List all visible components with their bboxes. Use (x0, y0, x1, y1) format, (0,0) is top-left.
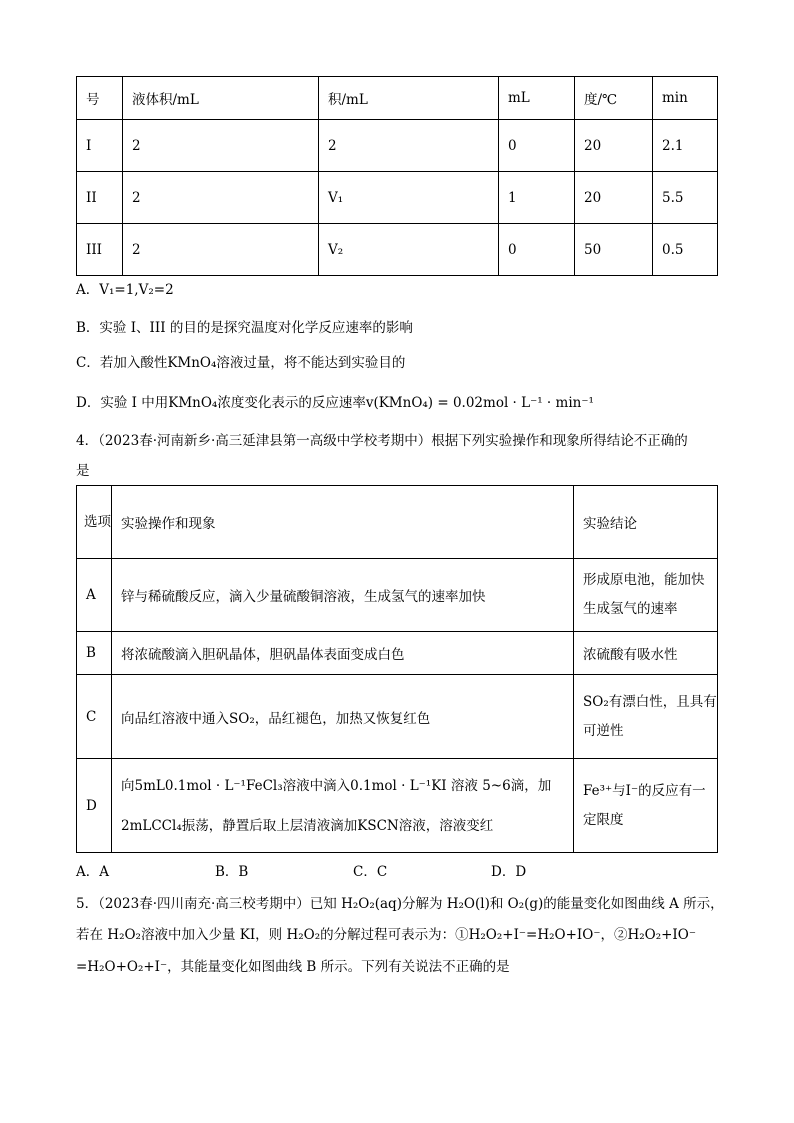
option-cell: D (77, 759, 112, 853)
operation-line: 2mLCCl₄振荡，静置后取上层清液滴加KSCN溶液，溶液变红 (121, 817, 494, 834)
table-cell: 20 (575, 172, 653, 224)
operation-cell: 向品红溶液中通入SO₂，品红褪色，加热又恢复红色 (112, 675, 574, 759)
option-cell: B (77, 632, 112, 675)
question-4-stem: 4．（2023春·河南新乡·高三延津县第一高级中学校考期中）根据下列实验操作和现象所得结论不正确的 (76, 433, 688, 449)
table-cell: V₁ (319, 172, 499, 224)
question-5-line-3: =H₂O+O₂+I⁻，其能量变化如图曲线 B 所示。下列有关说法不正确的是 (76, 959, 510, 975)
conclusion-cell: Fe³⁺与I⁻的反应有一定限度 (574, 759, 718, 853)
conclusion-cell: 形成原电池，能加快生成氢气的速率 (574, 559, 718, 632)
header-cell: 选项 (77, 486, 112, 559)
table-row (77, 759, 718, 853)
table-cell: 50 (575, 224, 653, 276)
table-cell: I (77, 120, 123, 172)
table-cell: 2 (319, 120, 499, 172)
operation-cell: 将浓硫酸滴入胆矾晶体，胆矾晶体表面变成白色 (112, 632, 574, 675)
table-cell: 0 (499, 120, 575, 172)
table-cell: 2 (123, 120, 319, 172)
table-row (77, 224, 718, 276)
experiment-table (76, 76, 718, 276)
choice-c: C．C (353, 864, 388, 880)
header-cell: 实验结论 (574, 486, 718, 559)
operation-cell: 锌与稀硫酸反应，滴入少量硫酸铜溶液，生成氢气的速率加快 (112, 559, 574, 632)
table-cell: 5.5 (653, 172, 718, 224)
table-cell: 2.1 (653, 120, 718, 172)
table-cell: III (77, 224, 123, 276)
operation-line: 向5mL0.1mol · L⁻¹FeCl₃溶液中滴入0.1mol · L⁻¹KI 溶液 5~6滴，加 (121, 777, 552, 794)
choice-b: B．B (215, 864, 249, 880)
table-cell: 0 (499, 224, 575, 276)
conclusion-cell: 浓硫酸有吸水性 (574, 632, 718, 675)
choice-d: D．D (491, 864, 527, 880)
header-cell: 实验操作和现象 (112, 486, 574, 559)
table-row (77, 632, 718, 675)
option-c: C．若加入酸性KMnO₄溶液过量，将不能达到实验目的 (76, 355, 406, 371)
option-b: B．实验 I、III 的目的是探究温度对化学反应速率的影响 (76, 320, 413, 336)
table-header-row (77, 486, 718, 559)
option-d: D．实验 I 中用KMnO₄浓度变化表示的反应速率v(KMnO₄) = 0.02mol · L⁻¹ · min⁻¹ (76, 395, 594, 411)
table-row (77, 675, 718, 759)
table-row (77, 120, 718, 172)
question-5-line-1: 5．（2023春·四川南充·高三校考期中）已知 H₂O₂(aq)分解为 H₂O(l)和 O₂(g)的能量变化如图曲线 A 所示， (76, 896, 724, 912)
table-cell: 0.5 (653, 224, 718, 276)
table-row (77, 559, 718, 632)
header-cell: mL (499, 77, 575, 120)
header-cell: 积/mL (319, 77, 499, 120)
option-cell: A (77, 559, 112, 632)
experiment-conclusion-table (76, 485, 718, 853)
header-cell: 度/℃ (575, 77, 653, 120)
table-cell: 1 (499, 172, 575, 224)
table-cell: 2 (123, 172, 319, 224)
question-4-stem-cont: 是 (76, 463, 90, 479)
table-cell: II (77, 172, 123, 224)
operation-cell (112, 759, 574, 853)
choice-a: A．A (76, 864, 109, 880)
table-cell: 20 (575, 120, 653, 172)
question-5-line-2: 若在 H₂O₂溶液中加入少量 KI，则 H₂O₂的分解过程可表示为：①H₂O₂+I⁻=H₂O+IO⁻，②H₂O₂+IO⁻ (76, 927, 696, 943)
conclusion-cell: SO₂有漂白性，且具有可逆性 (574, 675, 718, 759)
table-cell: 2 (123, 224, 319, 276)
header-cell: 液体积/mL (123, 77, 319, 120)
table-cell: V₂ (319, 224, 499, 276)
table-header-row (77, 77, 718, 120)
option-a: A．V₁=1,V₂=2 (76, 282, 174, 298)
header-cell: 号 (77, 77, 123, 120)
option-cell: C (77, 675, 112, 759)
header-cell: min (653, 77, 718, 120)
table-row (77, 172, 718, 224)
